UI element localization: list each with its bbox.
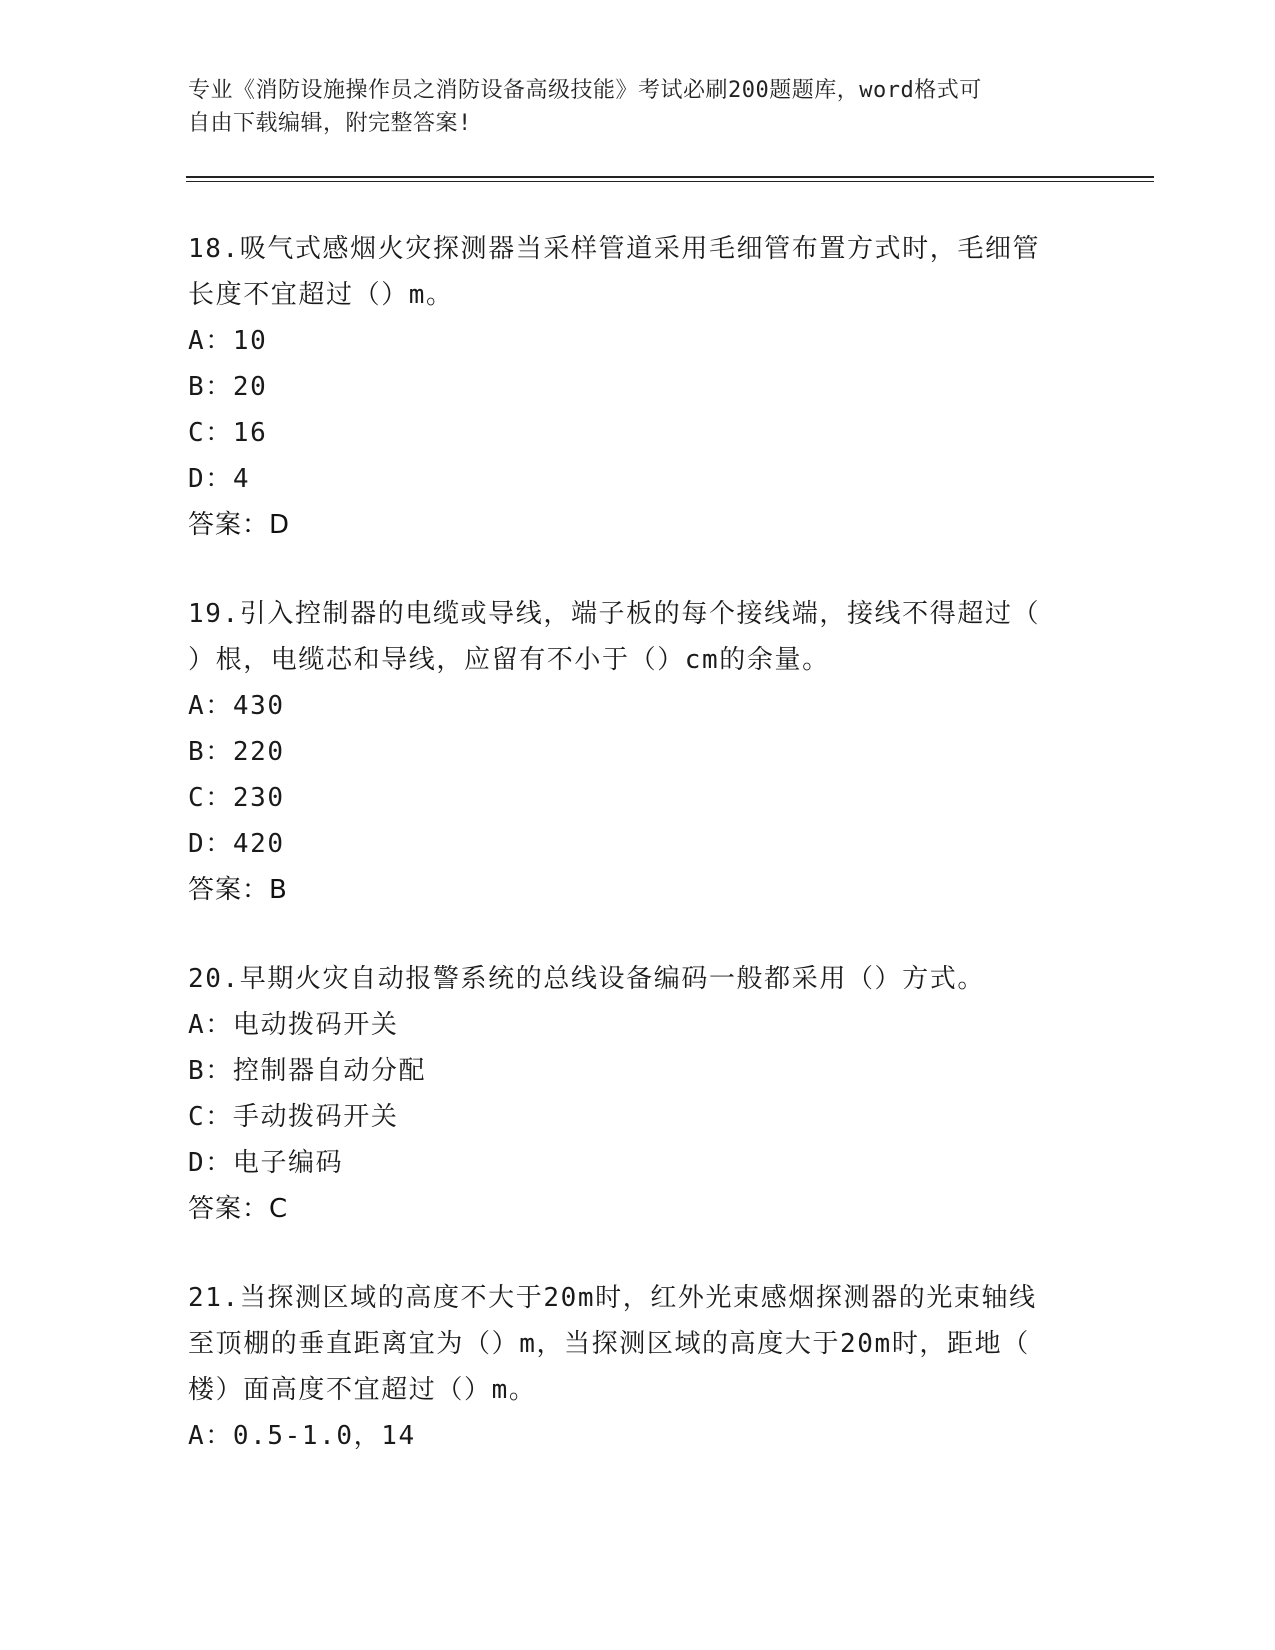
question-stem-line: 18.吸气式感烟火灾探测器当采样管道采用毛细管布置方式时，毛细管	[188, 234, 1041, 264]
option-key: C：	[188, 783, 233, 813]
option-key: A：	[188, 326, 233, 356]
option-d	[188, 456, 1088, 502]
option-c	[188, 410, 1088, 456]
option-text: 控制器自动分配	[232, 1056, 427, 1086]
option-key: B：	[188, 737, 233, 767]
document-header	[188, 74, 1088, 140]
option-d	[188, 821, 1088, 867]
option-text: 电动拨码开关	[232, 1010, 399, 1040]
option-text: 420	[232, 829, 285, 859]
option-key: B：	[188, 1056, 233, 1086]
question-stem-line: 至顶棚的垂直距离宜为（）m，当探测区域的高度大于20m时，距地（	[188, 1329, 1030, 1359]
option-a	[188, 683, 1088, 729]
question-19	[188, 591, 1088, 913]
option-c	[188, 1094, 1088, 1140]
option-c	[188, 775, 1088, 821]
header-divider-thick	[186, 176, 1154, 178]
question-stem-line: 20.早期火灾自动报警系统的总线设备编码一般都采用（）方式。	[188, 964, 985, 994]
header-line-2: 自由下载编辑，附完整答案!	[188, 111, 472, 136]
option-text: 4	[232, 464, 251, 494]
answer-line: 答案：C	[188, 1194, 289, 1224]
option-key: B：	[188, 372, 233, 402]
option-a	[188, 1002, 1088, 1048]
answer-line: 答案：D	[188, 510, 291, 540]
option-b	[188, 729, 1088, 775]
option-key: C：	[188, 418, 233, 448]
answer-line: 答案：B	[188, 875, 288, 905]
option-d	[188, 1140, 1088, 1186]
option-key: A：	[188, 1010, 233, 1040]
question-stem-line: 楼）面高度不宜超过（）m。	[188, 1375, 537, 1405]
option-text: 电子编码	[232, 1148, 344, 1178]
question-18	[188, 226, 1088, 548]
option-key: A：	[188, 691, 233, 721]
option-text: 手动拨码开关	[232, 1102, 399, 1132]
option-a	[188, 318, 1088, 364]
option-key: D：	[188, 1148, 233, 1178]
question-stem-line: 19.引入控制器的电缆或导线，端子板的每个接线端，接线不得超过（	[188, 599, 1041, 629]
option-key: D：	[188, 829, 233, 859]
option-text: 10	[232, 326, 268, 356]
header-divider-thin	[186, 181, 1154, 182]
question-21	[188, 1275, 1088, 1459]
option-b	[188, 364, 1088, 410]
option-text: 230	[232, 783, 285, 813]
question-20	[188, 956, 1088, 1232]
question-stem-line: 长度不宜超过（）m。	[188, 280, 454, 310]
option-key: A：	[188, 1421, 233, 1451]
option-b	[188, 1048, 1088, 1094]
option-text: 0.5-1.0，14	[232, 1421, 416, 1451]
option-key: D：	[188, 464, 233, 494]
option-key: C：	[188, 1102, 233, 1132]
header-line-1: 专业《消防设施操作员之消防设备高级技能》考试必刷200题题库，word格式可	[188, 78, 982, 103]
option-text: 16	[232, 418, 268, 448]
question-stem-line: ）根，电缆芯和导线，应留有不小于（）cm的余量。	[188, 645, 830, 675]
option-a	[188, 1413, 1088, 1459]
option-text: 20	[232, 372, 268, 402]
question-stem-line: 21.当探测区域的高度不大于20m时，红外光束感烟探测器的光束轴线	[188, 1283, 1037, 1313]
option-text: 430	[232, 691, 285, 721]
option-text: 220	[232, 737, 285, 767]
